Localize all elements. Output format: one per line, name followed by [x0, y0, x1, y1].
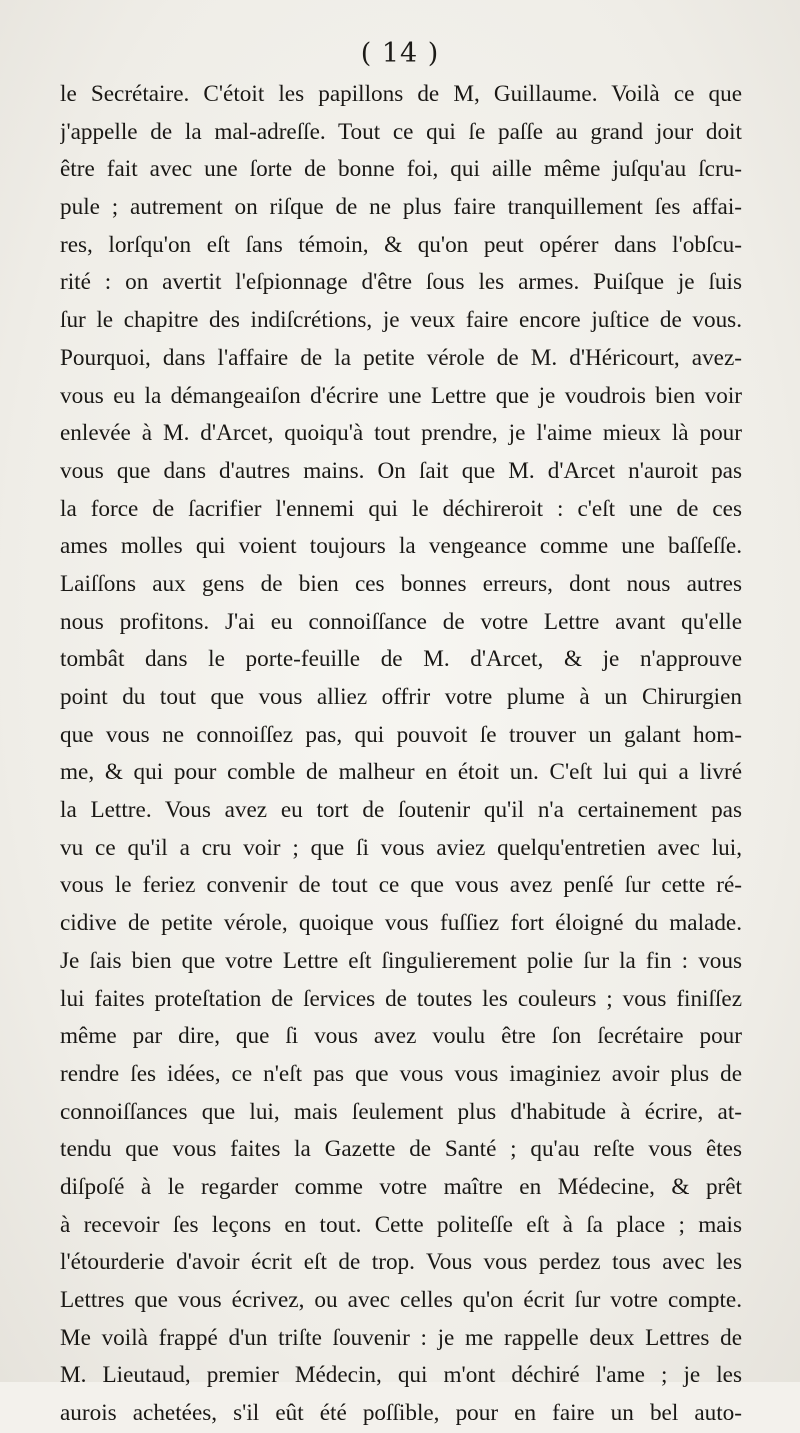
- text-line: Pourquoi, dans l'affaire de la petite vérole de M. d'Héricourt, avez-: [60, 344, 742, 371]
- text-line: l'étourderie d'avoir écrit eſt de trop. Vous vous perdez tous avec les: [60, 1249, 742, 1276]
- body-text: [60, 76, 742, 1433]
- text-line: la Lettre. Vous avez eu tort de ſoutenir qu'il n'a certainement pas: [60, 797, 742, 824]
- text-line: j'appelle de la mal-adreſſe. Tout ce qui ſe paſſe au grand jour doit: [60, 118, 742, 145]
- text-line: aurois achetées, s'il eût été poſſible, pour en faire un bel auto-: [60, 1400, 742, 1427]
- text-line: point du tout que vous alliez offrir votre plume à un Chirurgien: [60, 684, 742, 710]
- text-line: Laiſſons aux gens de bien ces bonnes erreurs, dont nous autres: [60, 570, 742, 597]
- text-line: vu ce qu'il a cru voir ; que ſi vous aviez quelqu'entretien avec lui,: [60, 834, 742, 861]
- text-line: vous que dans d'autres mains. On ſait que M. d'Arcet n'auroit pas: [60, 457, 742, 484]
- text-line: nous profitons. J'ai eu connoiſſance de votre Lettre avant qu'elle: [60, 608, 742, 635]
- text-line: Me voilà frappé d'un triſte ſouvenir : je me rappelle deux Lettres de: [60, 1324, 742, 1351]
- text-line: ames molles qui voient toujours la vengeance comme une baſſeſſe.: [60, 533, 742, 560]
- text-line: diſpoſé à le regarder comme votre maître en Médecine, & prêt: [60, 1173, 742, 1200]
- text-line: vous eu la démangeaiſon d'écrire une Lettre que je voudrois bien voir: [60, 382, 742, 409]
- text-line: rité : on avertit l'eſpionnage d'être ſous les armes. Puiſque je ſuis: [60, 269, 742, 296]
- text-line: res, lorſqu'on eſt ſans témoin, & qu'on peut opérer dans l'obſcu-: [60, 231, 742, 258]
- text-line: vous le feriez convenir de tout ce que vous avez penſé ſur cette ré-: [60, 872, 742, 899]
- text-line: tendu que vous faites la Gazette de Santé ; qu'au reſte vous êtes: [60, 1136, 742, 1163]
- page-number: ( 14 ): [360, 38, 440, 69]
- text-line: que vous ne connoiſſez pas, qui pouvoit ſe trouver un galant hom-: [60, 721, 742, 748]
- text-line: Je ſais bien que votre Lettre eſt ſingulierement polie ſur la fin : vous: [60, 947, 742, 974]
- text-line: rendre ſes idées, ce n'eſt pas que vous vous imaginiez avoir plus de: [60, 1060, 742, 1087]
- text-line: enlevée à M. d'Arcet, quoiqu'à tout prendre, je l'aime mieux là pour: [60, 420, 742, 447]
- text-line: le Secrétaire. C'étoit les papillons de M, Guillaume. Voilà ce que: [60, 81, 742, 107]
- text-line: la force de ſacrifier l'ennemi qui le déchireroit : c'eſt une de ces: [60, 495, 742, 522]
- text-line: être fait avec une ſorte de bonne foi, qui aille même juſqu'au ſcru-: [60, 156, 742, 183]
- text-line: connoiſſances que lui, mais ſeulement plus d'habitude à écrire, at-: [60, 1098, 742, 1125]
- text-line: ſur le chapitre des indiſcrétions, je veux faire encore juſtice de vous.: [60, 307, 742, 334]
- text-line: lui faites proteſtation de ſervices de toutes les couleurs ; vous finiſſez: [60, 985, 742, 1012]
- text-line: Lettres que vous écrivez, ou avec celles qu'on écrit ſur votre compte.: [60, 1287, 742, 1313]
- text-line: pule ; autrement on riſque de ne plus faire tranquillement ſes affai-: [60, 194, 742, 221]
- text-line: tombât dans le porte-feuille de M. d'Arcet, & je n'approuve: [60, 646, 742, 673]
- text-line: à recevoir ſes leçons en tout. Cette politeſſe eſt à ſa place ; mais: [60, 1211, 742, 1238]
- text-line: même par dire, que ſi vous avez voulu être ſon ſecrétaire pour: [60, 1023, 742, 1050]
- text-line: M. Lieutaud, premier Médecin, qui m'ont déchiré l'ame ; je les: [60, 1362, 742, 1389]
- text-line: me, & qui pour comble de malheur en étoit un. C'eſt lui qui a livré: [60, 759, 742, 786]
- text-line: cidive de petite vérole, quoique vous fuſſiez fort éloigné du malade.: [60, 910, 742, 937]
